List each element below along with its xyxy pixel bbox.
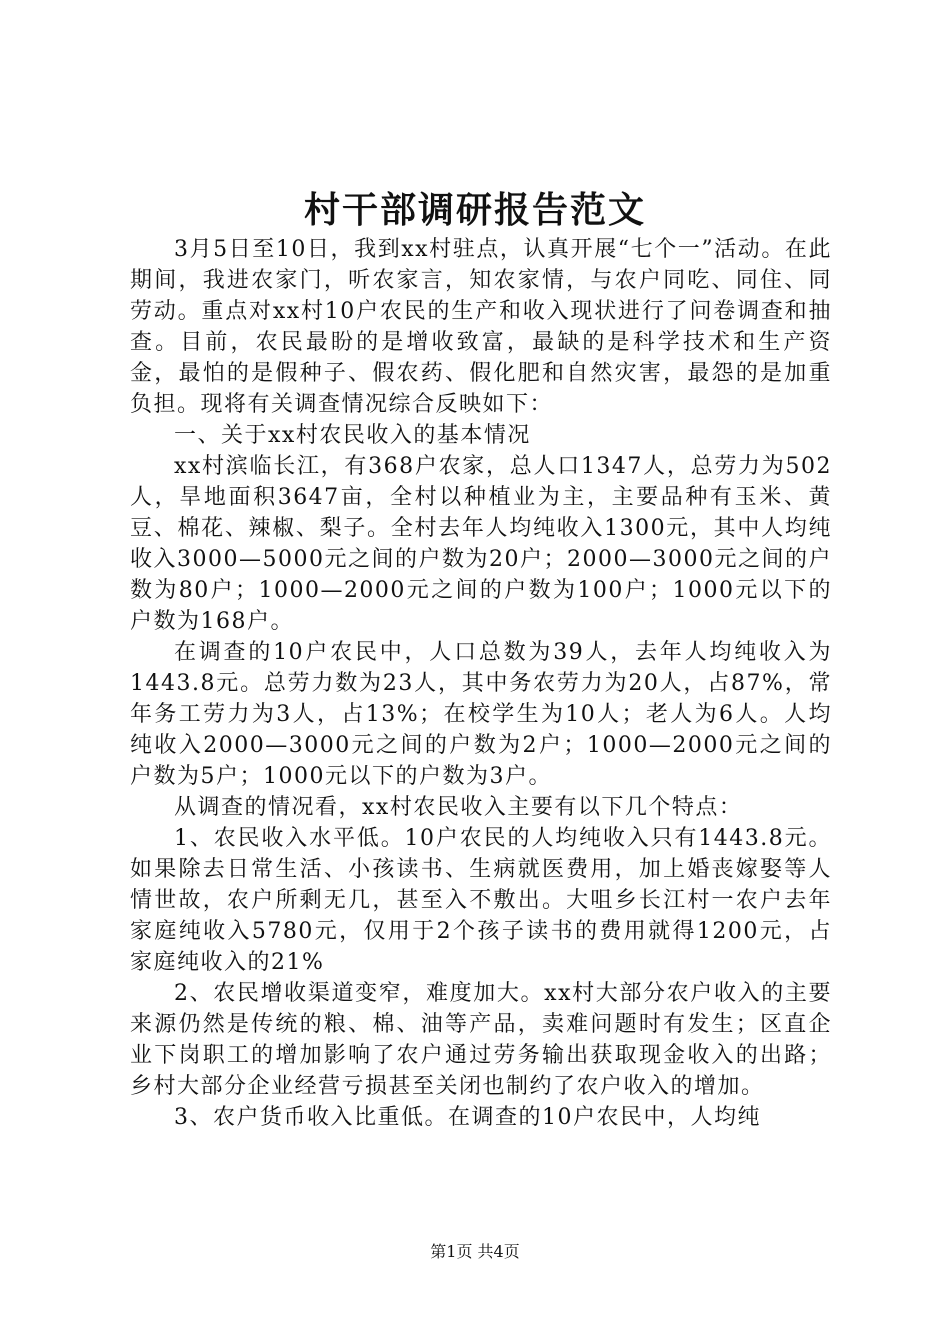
paragraph-village-overview: xx村滨临长江，有368户农家，总人口1347人，总劳力为502人，旱地面积3647亩，全村以种植业为主，主要品种有玉米、黄豆、棉花、辣椒、梨子。全村去年人均纯收入1300元，其中人均纯收入3000—5000元之间的户数为20户；2000—3000元之间的户数为80户；1000—2000元之间的户数为100户；1000元以下的户数为168户。: [130, 454, 832, 634]
document-title: 村干部调研报告范文: [303, 189, 646, 231]
document-body: [130, 234, 832, 1133]
paragraph-feature-2: 2、农民增收渠道变窄，难度加大。xx村大部分农户收入的主要来源仍然是传统的粮、棉、油等产品，卖难问题时有发生；区直企业下岗职工的增加影响了农户通过劳务输出获取现金收入的出路；乡村大部分企业经营亏损甚至关闭也制约了农户收入的增加。: [130, 981, 832, 1099]
page-footer: 第1页 共4页: [430, 1242, 520, 1261]
paragraph-survey-households: 在调查的10户农民中，人口总数为39人，去年人均纯收入为1443.8元。总劳力数为23人，其中务农劳力为20人，占87%，常年务工劳力为3人，占13%；在校学生为10人；老人为6人。人均纯收入2000—3000元之间的户数为2户；1000—2000元之间的户数为5户；1000元以下的户数为3户。: [130, 640, 832, 789]
paragraph-features-intro: 从调查的情况看，xx村农民收入主要有以下几个特点：: [174, 795, 743, 820]
section-heading-1: 一、关于xx村农民收入的基本情况: [174, 423, 531, 448]
paragraph-intro: 3月5日至10日，我到xx村驻点，认真开展“七个一”活动。在此期间，我进农家门，听农家言，知农家情，与农户同吃、同住、同劳动。重点对xx村10户农民的生产和收入现状进行了问卷调查和抽查。目前，农民最盼的是增收致富，最缺的是科学技术和生产资金，最怕的是假种子、假农药、假化肥和自然灾害，最怨的是加重负担。现将有关调查情况综合反映如下：: [130, 237, 832, 417]
paragraph-feature-1: 1、农民收入水平低。10户农民的人均纯收入只有1443.8元。如果除去日常生活、小孩读书、生病就医费用，加上婚丧嫁娶等人情世故，农户所剩无几，甚至入不敷出。大咀乡长江村一农户去年家庭纯收入5780元，仅用于2个孩子读书的费用就得1200元，占家庭纯收入的21%: [130, 826, 832, 975]
paragraph-feature-3: 3、农户货币收入比重低。在调查的10户农民中，人均纯: [174, 1105, 761, 1130]
